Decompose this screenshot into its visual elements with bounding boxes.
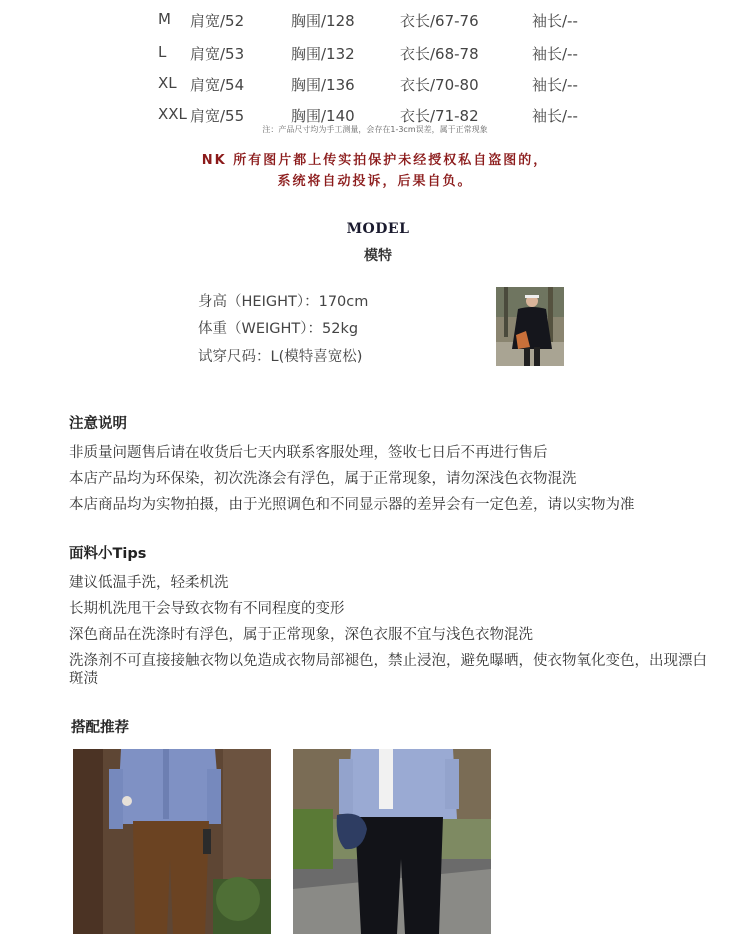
sleeve-length: 袖长/-- bbox=[532, 45, 578, 63]
recommend-photo-1-image bbox=[73, 749, 271, 934]
notice-line: 本店商品均为实物拍摄，由于光照调色和不同显示器的差异会有一定色差，请以实物为准 bbox=[69, 497, 635, 513]
size-row-l bbox=[0, 43, 750, 69]
model-photo bbox=[496, 287, 564, 366]
recommend-photo-2-image bbox=[293, 749, 491, 934]
size-label: XL bbox=[158, 74, 177, 92]
size-row-xl bbox=[0, 74, 750, 100]
shoulder-width: 肩宽/55 bbox=[190, 107, 245, 125]
fabric-tip-line: 深色商品在洗涤时有浮色，属于正常现象，深色衣服不宜与浅色衣物混洗 bbox=[69, 627, 533, 643]
model-weight: 体重（WEIGHT）：52kg bbox=[198, 321, 359, 337]
garment-length: 衣长/67-76 bbox=[400, 12, 479, 30]
sleeve-length: 袖长/-- bbox=[532, 107, 578, 125]
notice-line: 非质量问题售后请在收货后七天内联系客服处理，签收七日后不再进行售后 bbox=[69, 445, 548, 461]
chest-size: 胸围/132 bbox=[291, 45, 355, 63]
size-row-m bbox=[0, 10, 750, 36]
shoulder-width: 肩宽/53 bbox=[190, 45, 245, 63]
fabric-tip-line: 建议低温手洗，轻柔机洗 bbox=[69, 575, 229, 591]
fabric-tip-line: 洗涤剂不可直接接触衣物以免造成衣物局部褪色，禁止浸泡，避免曝晒，使衣物氧化变色，出现漂白斑渍 bbox=[69, 653, 707, 687]
size-note: 注：产品尺寸均为手工测量，会存在1-3cm误差，属于正常现象 bbox=[262, 125, 488, 134]
recommend-photo-1 bbox=[73, 749, 271, 934]
notice-line: 本店产品均为环保染，初次洗涤会有浮色，属于正常现象，请勿深浅色衣物混洗 bbox=[69, 471, 577, 487]
copyright-warning-line2: 系统将自动投诉，后果自负。 bbox=[277, 174, 473, 189]
fabric-tips-title: 面料小Tips bbox=[69, 546, 147, 562]
garment-length: 衣长/70-80 bbox=[400, 76, 479, 94]
notice-title: 注意说明 bbox=[69, 416, 127, 432]
sleeve-length: 袖长/-- bbox=[532, 76, 578, 94]
sleeve-length: 袖长/-- bbox=[532, 12, 578, 30]
shoulder-width: 肩宽/54 bbox=[190, 76, 245, 94]
size-label: L bbox=[158, 43, 167, 61]
size-label: XXL bbox=[158, 105, 187, 123]
model-title-cn: 模特 bbox=[364, 248, 392, 264]
copyright-warning-line1: NK 所有图片都上传实拍保护未经授权私自盗图的， bbox=[201, 153, 549, 168]
model-photo-image bbox=[496, 287, 564, 366]
chest-size: 胸围/136 bbox=[291, 76, 355, 94]
model-size-worn: 试穿尺码：L(模特喜宽松) bbox=[198, 349, 363, 365]
garment-length: 衣长/68-78 bbox=[400, 45, 479, 63]
recommend-title: 搭配推荐 bbox=[71, 720, 129, 736]
garment-length: 衣长/71-82 bbox=[400, 107, 479, 125]
recommend-photo-2 bbox=[293, 749, 491, 934]
model-height: 身高（HEIGHT）：170cm bbox=[198, 294, 369, 310]
chest-size: 胸围/128 bbox=[291, 12, 355, 30]
chest-size: 胸围/140 bbox=[291, 107, 355, 125]
model-title-en: MODEL bbox=[346, 221, 410, 237]
size-label: M bbox=[158, 10, 171, 28]
fabric-tip-line: 长期机洗甩干会导致衣物有不同程度的变形 bbox=[69, 601, 345, 617]
shoulder-width: 肩宽/52 bbox=[190, 12, 245, 30]
